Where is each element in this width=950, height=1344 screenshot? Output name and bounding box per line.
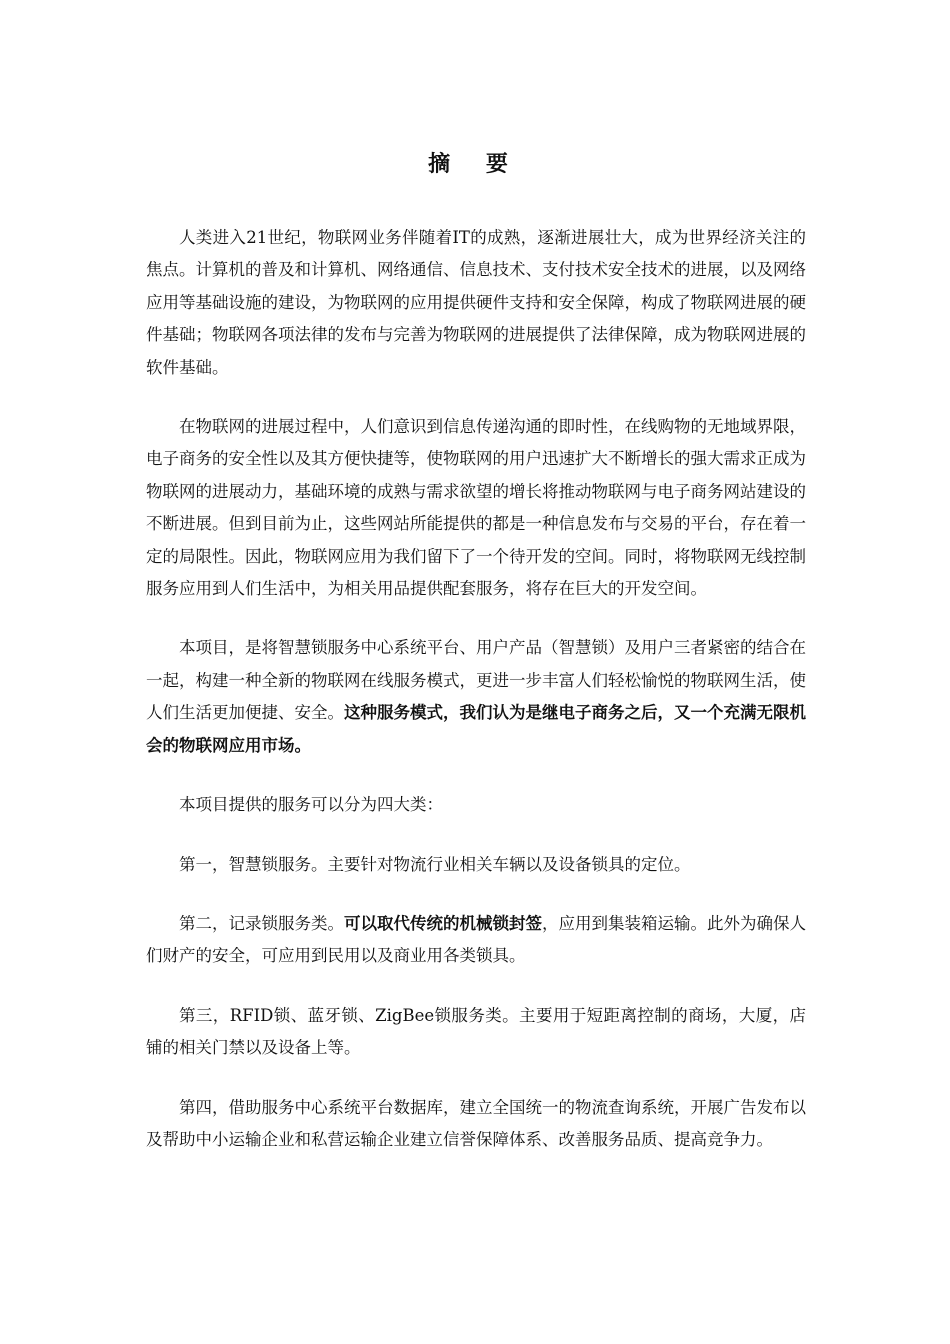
paragraph-3-text: 本项目，是将智慧锁服务中心系统平台、用户产品（智慧锁）及用户三者紧密的结合在一起，构建一种全新的物联网在线服务模式，更进一步丰富人们轻松愉悦的物联网生活，使人们生活更加便捷、安全。 [146,638,806,723]
paragraph-7 [146,1000,806,1065]
paragraph-5-text: 第一，智慧锁服务。主要针对物流行业相关车辆以及设备锁具的定位。 [179,854,691,874]
paragraph-3-bold-text: 这种服务模式，我们认为是继电子商务之后，又一个充满无限机会的物联网应用市场。 [146,703,806,755]
paragraph-5 [146,849,806,881]
paragraph-8 [146,1092,806,1157]
paragraph-7-text: 第三，RFID锁、蓝牙锁、ZigBee锁服务类。主要用于短距离控制的商场，大厦，店铺的相关门禁以及设备上等。 [146,1005,806,1058]
paragraph-8-text: 第四，借助服务中心系统平台数据库，建立全国统一的物流查询系统，开展广告发布以及帮助中小运输企业和私营运输企业建立信誉保障体系、改善服务品质、提高竞争力。 [146,1097,806,1149]
paragraph-2 [146,411,806,605]
paragraph-2-text: 在物联网的进展过程中，人们意识到信息传递沟通的即时性，在线购物的无地域界限，电子商务的安全性以及其方便快捷等，使物联网的用户迅速扩大不断增长的强大需求正成为物联网的进展动力，基础环境的成熟与需求欲望的增长将推动物联网与电子商务网站建设的不断进展。但到目前为止，这些网站所能提供的都是一种信息发布与交易的平台，存在着一定的局限性。因此，物联网应用为我们留下了一个待开发的空间。同时，将物联网无线控制服务应用到人们生活中，为相关用品提供配套服务，将存在巨大的开发空间。 [146,417,806,599]
paragraph-6-bold-text: 可以取代传统的机械锁封签 [344,913,542,933]
document-title: 摘 要 [428,151,522,177]
paragraph-1 [146,222,806,384]
paragraph-4-text: 本项目提供的服务可以分为四大类： [179,795,443,815]
paragraph-6 [146,908,806,973]
paragraph-3 [146,632,806,762]
paragraph-6-text: 第二，记录锁服务类。 [179,913,344,933]
document-body [146,222,806,1183]
paragraph-6-tail-text: ，应用到集装箱运输。此外为确保人们财产的安全，可应用到民用以及商业用各类锁具。 [146,913,806,966]
paragraph-4 [146,789,806,821]
paragraph-1-text: 人类进入21世纪，物联网业务伴随着IT的成熟，逐渐进展壮大，成为世界经济关注的焦点。计算机的普及和计算机、网络通信、信息技术、支付技术安全技术的进展，以及网络应用等基础设施的建设，为物联网的应用提供硬件支持和安全保障，构成了物联网进展的硬件基础；物联网各项法律的发布与完善为物联网的进展提供了法律保障，成为物联网进展的软件基础。 [146,228,806,377]
